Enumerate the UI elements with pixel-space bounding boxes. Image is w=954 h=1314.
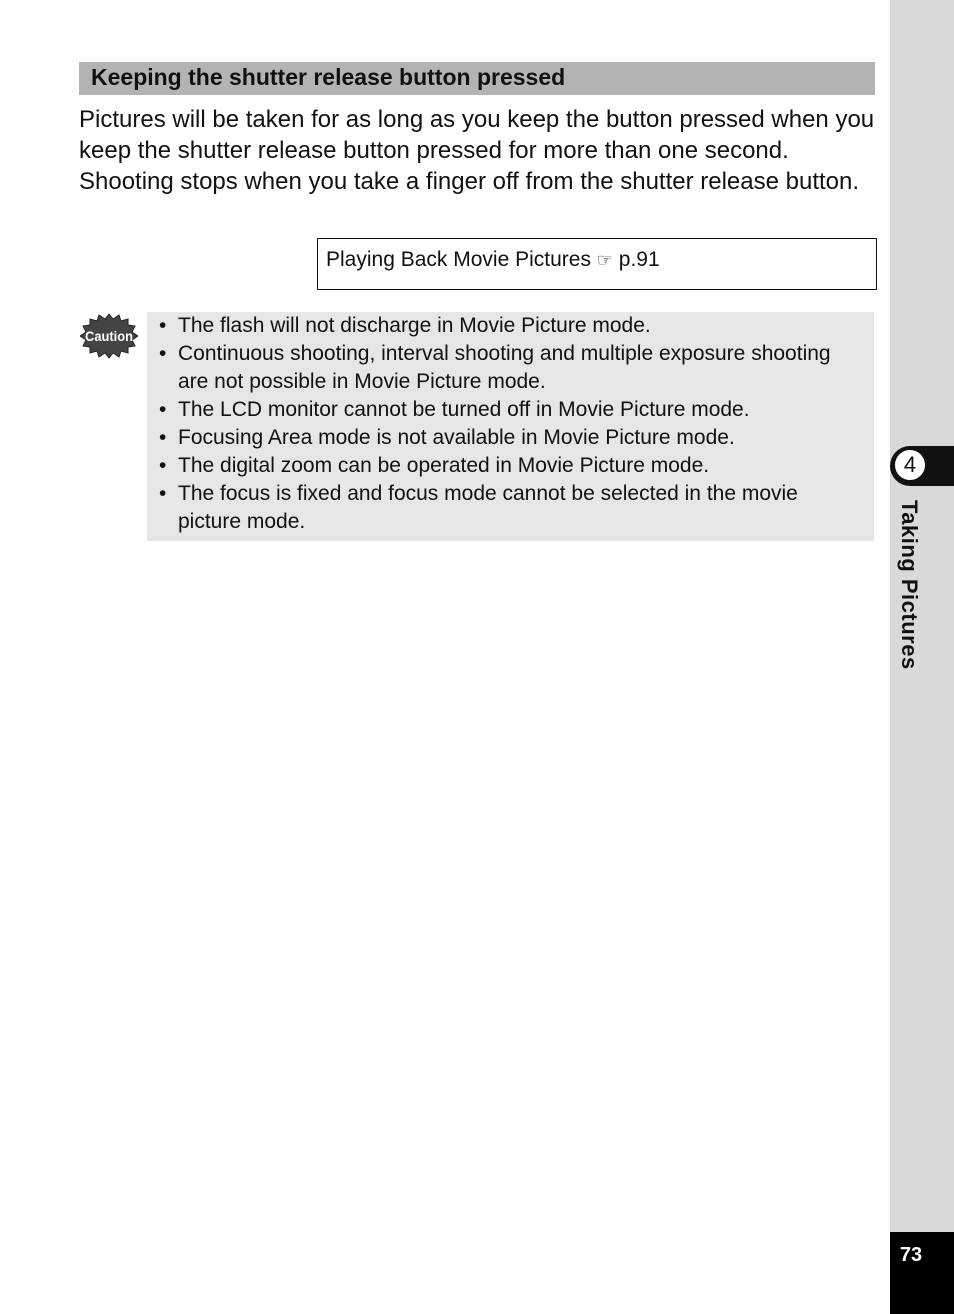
caution-item: • Continuous shooting, interval shooting and multiple exposure shooting are not possible in Movie Picture mode.	[159, 340, 862, 396]
caution-item: • The focus is fixed and focus mode cannot be selected in the movie picture mode.	[159, 480, 862, 536]
page-number: 73	[899, 1244, 923, 1266]
reference-label: Playing Back Movie Pictures	[326, 248, 591, 271]
chapter-number: 4	[894, 449, 926, 481]
caution-icon-label: Caution	[85, 328, 133, 344]
pointing-hand-icon: ☞	[596, 250, 613, 271]
caution-icon	[80, 313, 138, 359]
caution-item: • The digital zoom can be operated in Movie Picture mode.	[159, 452, 862, 480]
reference-page: p.91	[618, 248, 660, 271]
reference-box	[317, 238, 877, 290]
caution-item: • The LCD monitor cannot be turned off in Movie Picture mode.	[159, 396, 862, 424]
caution-item: • The flash will not discharge in Movie Picture mode.	[159, 312, 862, 340]
section-heading: Keeping the shutter release button pressed	[79, 62, 875, 95]
caution-box	[147, 312, 874, 541]
section-body-text: Pictures will be taken for as long as you keep the button pressed when you keep the shutter release button pressed for more than one second. Shooting stops when you take a finger off from the shutter release button.	[79, 106, 875, 195]
caution-list	[159, 312, 862, 536]
chapter-title: Taking Pictures	[897, 500, 922, 670]
caution-item: • Focusing Area mode is not available in Movie Picture mode.	[159, 424, 862, 452]
